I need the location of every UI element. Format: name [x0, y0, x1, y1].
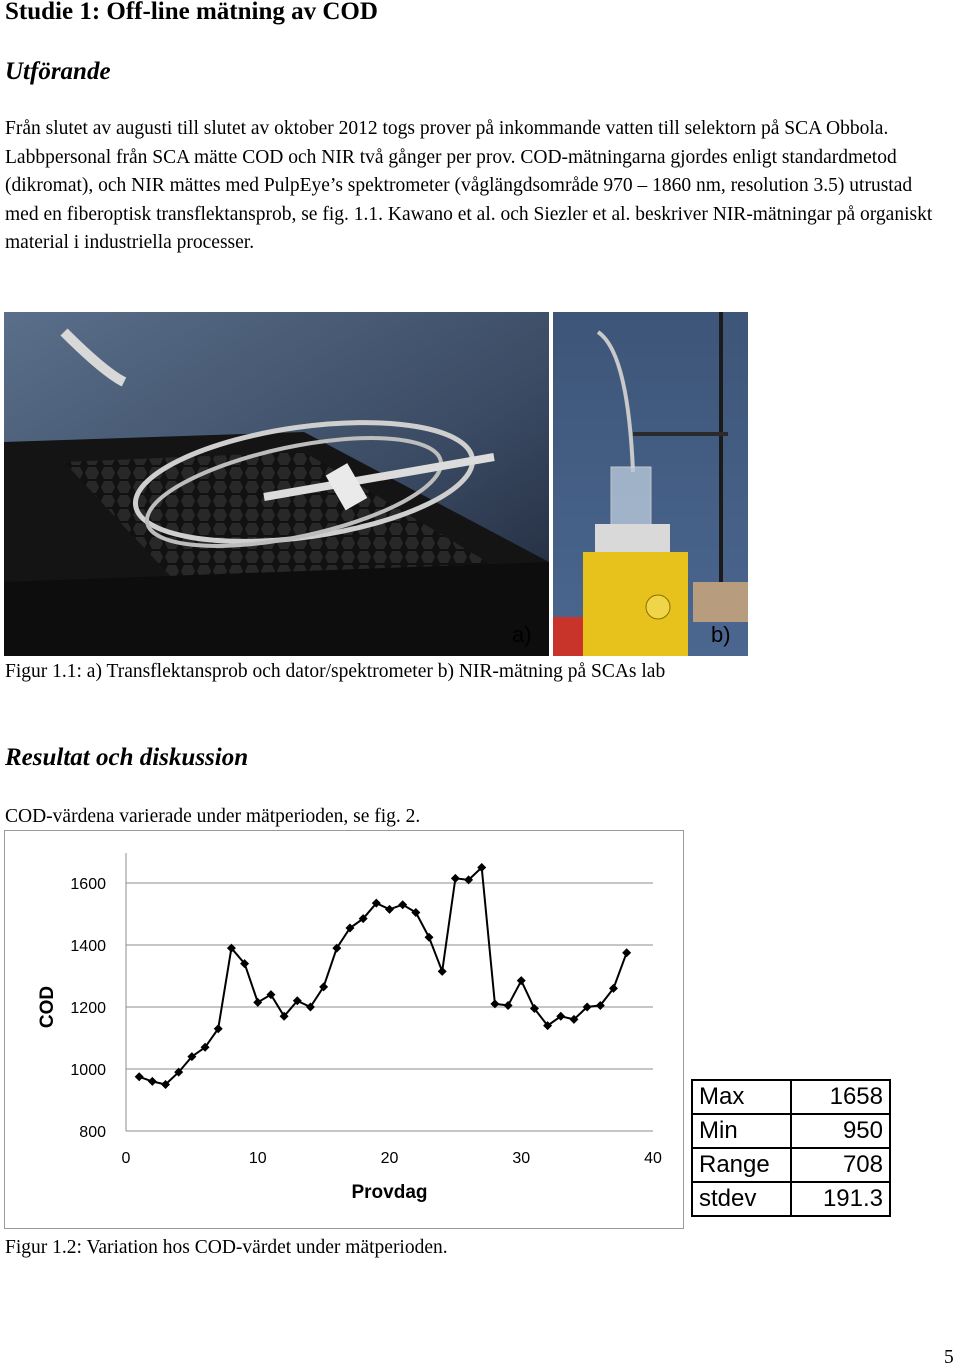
stats-table — [691, 1079, 891, 1217]
stats-label: stdev — [692, 1182, 791, 1216]
x-axis-title: Provdag — [351, 1182, 428, 1203]
data-point — [135, 1072, 144, 1081]
subsection-heading-resultat: Resultat och diskussion — [5, 744, 249, 771]
data-point — [411, 908, 420, 917]
results-paragraph: COD-värdena varierade under mätperioden, se fig. 2. — [5, 806, 421, 827]
y-tick-label: 1600 — [70, 876, 106, 893]
y-tick-label: 800 — [79, 1124, 106, 1141]
page-number: 5 — [944, 1347, 954, 1368]
stats-value: 950 — [791, 1114, 890, 1148]
series-line — [139, 868, 626, 1085]
stats-value: 1658 — [791, 1080, 890, 1114]
figure-2-caption: Figur 1.2: Variation hos COD-värdet under mätperioden. — [5, 1237, 448, 1258]
photo-a-label: a) — [512, 622, 532, 647]
stats-row — [692, 1148, 890, 1182]
stats-label: Max — [692, 1080, 791, 1114]
y-tick-label: 1400 — [70, 938, 106, 955]
stats-row — [692, 1080, 890, 1114]
data-point — [425, 933, 434, 942]
photo-a-illustration — [4, 312, 549, 656]
subsection-heading-utforande: Utförande — [5, 58, 111, 85]
figure-1-caption: Figur 1.1: a) Transflektansprob och dator/spektrometer b) NIR-mätning på SCAs lab — [5, 661, 666, 682]
x-tick-label: 40 — [644, 1150, 662, 1167]
data-point — [385, 905, 394, 914]
photo-b-illustration — [553, 312, 748, 656]
data-point — [504, 1001, 513, 1010]
stats-row — [692, 1114, 890, 1148]
data-point — [398, 900, 407, 909]
stats-row — [692, 1182, 890, 1216]
stats-label: Range — [692, 1148, 791, 1182]
stats-value: 191.3 — [791, 1182, 890, 1216]
photo-nir-lab-measurement — [553, 312, 748, 656]
body-paragraph: Från slutet av augusti till slutet av oktober 2012 togs prover på inkommande vatten till selektorn på SCA Obbola. Labbpersonal från SCA mätte COD och NIR två gånger per prov. COD-mätningarna gjordes enligt standardmetod (dikromat), och NIR mättes med PulpEye’s spektrometer (våglängdsområde 970 – 1860 nm, resolution 3.5) utrustad med en fiberoptisk transflektansprob, se fig. 1.1. Kawano et al. och Siezler et al. beskriver NIR-mätningar på organiskt material i industriella processer. — [5, 118, 933, 253]
x-tick-label: 30 — [512, 1150, 531, 1167]
cod-chart — [4, 830, 684, 1229]
data-point — [266, 990, 275, 999]
data-point — [517, 976, 526, 985]
data-point — [253, 998, 262, 1007]
data-point — [438, 967, 447, 976]
y-tick-label: 1200 — [70, 1000, 106, 1017]
data-point — [451, 874, 460, 883]
stats-label: Min — [692, 1114, 791, 1148]
y-tick-label: 1000 — [70, 1062, 106, 1079]
data-point — [148, 1077, 157, 1086]
cod-line-chart — [5, 831, 683, 1228]
stats-value: 708 — [791, 1148, 890, 1182]
section-heading: Studie 1: Off-line mätning av COD — [5, 0, 378, 25]
y-axis-title: COD — [37, 985, 58, 1029]
x-tick-label: 20 — [380, 1150, 399, 1167]
x-tick-label: 10 — [248, 1150, 267, 1167]
photo-probe-spectrometer — [4, 312, 549, 656]
x-tick-label: 0 — [121, 1150, 131, 1167]
photo-b-label: b) — [711, 622, 731, 647]
data-point — [622, 948, 631, 957]
